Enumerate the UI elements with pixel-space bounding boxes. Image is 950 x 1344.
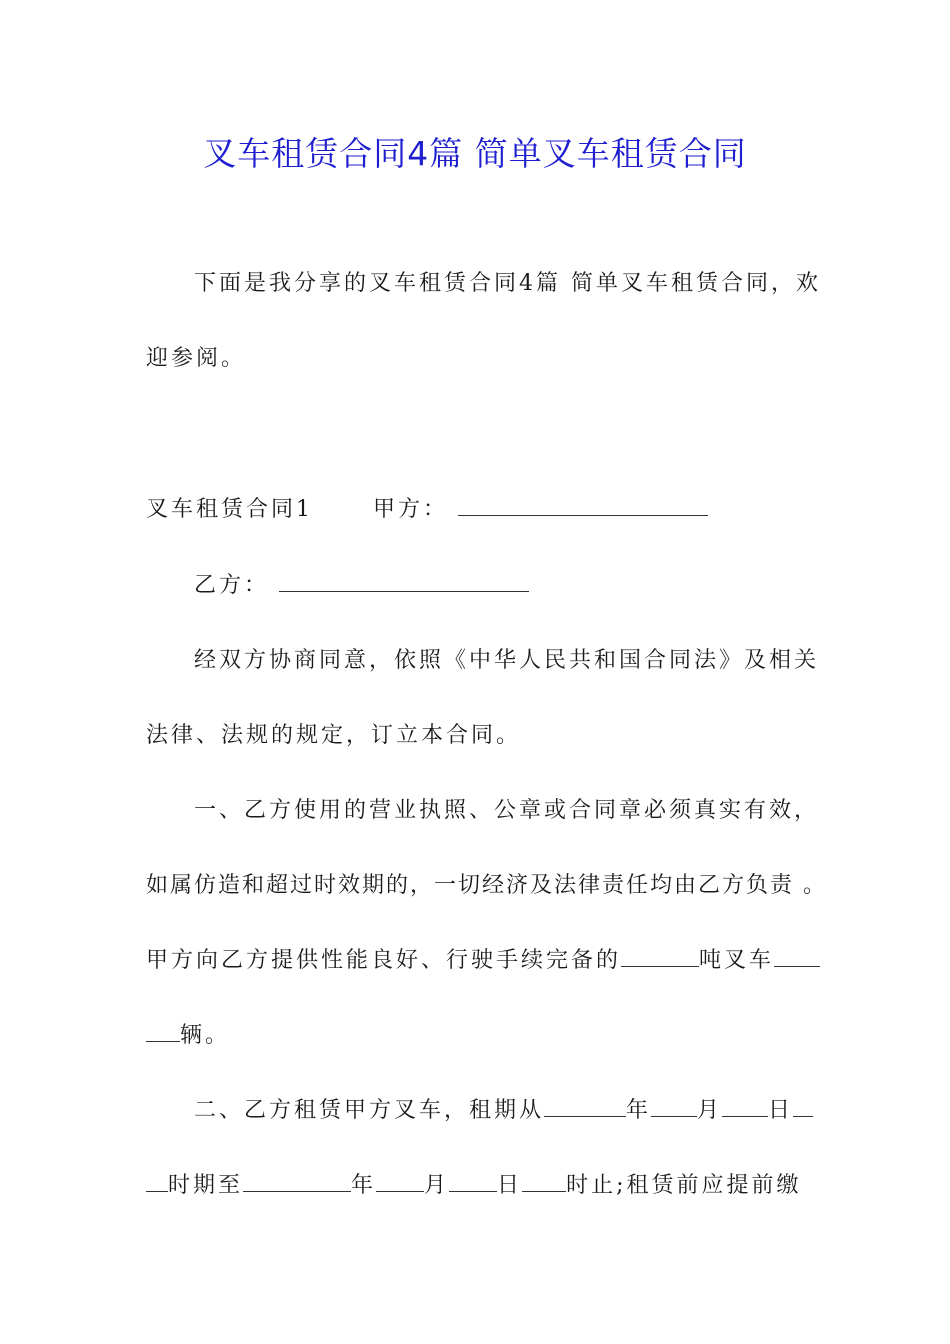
clause-1-line-3 [146, 946, 820, 976]
clause-1-line-1: 一、乙方使用的营业执照、公章或合同章必须真实有效， [194, 798, 820, 823]
clause-1-line-2: 如属仿造和超过时效期的，一切经济及法律责任均由乙方负责 。 [146, 873, 827, 898]
intro-line-1: 下面是我分享的叉车租赁合同4篇 简单叉车租赁合同，欢 [194, 271, 821, 296]
party-a-blank [458, 495, 708, 516]
start-month-label: 月 [697, 1098, 723, 1123]
start-day-blank [722, 1096, 768, 1117]
start-year-blank [544, 1096, 626, 1117]
document-title: 叉车租赁合同4篇 简单叉车租赁合同 [203, 134, 747, 173]
clause-2-line-2-end: 时止;租赁前应提前缴 [566, 1173, 802, 1198]
clause-2-line-2 [146, 1171, 801, 1201]
intro-line-2: 迎参阅。 [146, 346, 247, 371]
end-month-label: 月 [424, 1173, 450, 1198]
clause-1-line-4-unit: 辆。 [180, 1023, 231, 1048]
start-year-label: 年 [626, 1098, 652, 1123]
end-year-blank [243, 1171, 351, 1192]
tonnage-blank [621, 946, 699, 967]
end-month-blank [376, 1171, 424, 1192]
party-b-blank [279, 571, 529, 592]
quantity-blank-part-2 [146, 1021, 180, 1042]
party-b-label: 乙方： [194, 573, 270, 598]
end-hour-blank [522, 1171, 566, 1192]
clause-2-line-1-text: 二、乙方租赁甲方叉车，租期从 [194, 1098, 545, 1123]
party-b-row [194, 571, 529, 601]
clause-2-line-2-text: 时期至 [168, 1173, 244, 1198]
start-month-blank [651, 1096, 697, 1117]
preamble-line-2: 法律、法规的规定，订立本合同。 [146, 723, 522, 748]
start-hour-blank-part-2 [146, 1171, 168, 1192]
clause-2-line-1 [194, 1096, 813, 1126]
clause-1-line-4 [146, 1021, 230, 1051]
end-day-blank [449, 1171, 497, 1192]
preamble-line-1: 经双方协商同意，依照《中华人民共和国合同法》及相关 [194, 648, 820, 673]
end-day-label: 日 [497, 1173, 523, 1198]
quantity-blank-part-1 [774, 946, 820, 967]
start-day-label: 日 [768, 1098, 794, 1123]
party-a-label: 甲方： [373, 497, 449, 522]
end-year-label: 年 [351, 1173, 377, 1198]
contract-1-heading-row [146, 495, 708, 525]
clause-1-line-3-text: 甲方向乙方提供性能良好、行驶手续完备的 [146, 948, 622, 973]
clause-1-line-3-unit: 吨叉车 [699, 948, 775, 973]
contract-1-heading: 叉车租赁合同1 [146, 497, 313, 522]
start-hour-blank-part-1 [793, 1096, 813, 1117]
